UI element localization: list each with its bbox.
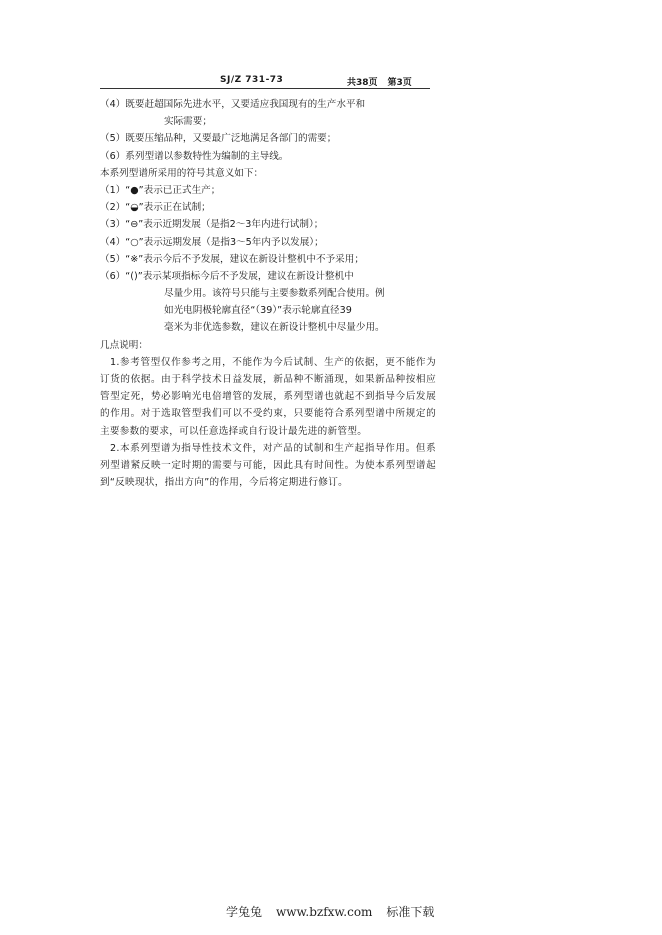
intro-item-5: （5）既要压缩品种，又要最广泛地满足各部门的需要； bbox=[100, 133, 337, 145]
symbol-item-6-cont-2: 如光电阴极轮廓直径“（39）”表示轮廓直径39 bbox=[164, 305, 352, 317]
symbol-item-4: （4）“○”表示远期发展（是指3～5年内予以发展）； bbox=[100, 236, 324, 248]
site-url: www.bzfxw.com bbox=[276, 905, 373, 919]
symbol-item-6-cont-1: 尽量少用。该符号只能与主要参数系列配合使用。例 bbox=[164, 288, 385, 300]
symbol-item-2: （2）“◒”表示正在试制； bbox=[100, 202, 211, 214]
page-header bbox=[100, 73, 430, 89]
intro-item-4: （4）既要赶超国际先进水平，又要适应我国现有的生产水平和 bbox=[100, 99, 366, 110]
standard-number: SJ/Z 731-73 bbox=[220, 75, 284, 85]
symbol-item-6: （6）“()”表示某项指标今后不予发展，建议在新设计整机中 bbox=[100, 270, 354, 282]
header-rule bbox=[100, 88, 430, 89]
intro-item-4-cont: 实际需要； bbox=[164, 116, 212, 128]
intro-item-6: （6）系列型谱以参数特性为编制的主导线。 bbox=[100, 150, 289, 162]
site-name: 学兔兔 bbox=[226, 905, 263, 919]
page-number: 第3页 bbox=[387, 78, 412, 88]
watermark-footer bbox=[226, 903, 446, 920]
note-1: 1.参考管型仅作参考之用，不能作为今后试制、生产的依据，更不能作为订货的依据。由于科学技术日益发展，新品种不断涌现，如果新品种按相应管型定死，势必影响光电倍增管的发展，系列型谱也就起不到指导今后发展的作用。对于选取管型我们可以不受约束，只要能符合系列型谱中所规定的主要参数的要求，可以任意选择或自行设计最先进的新管型。 bbox=[100, 356, 436, 437]
symbol-item-1: （1）“●”表示已正式生产； bbox=[100, 184, 221, 196]
symbol-item-3: （3）“⊖”表示近期发展（是指2～3年内进行试制）； bbox=[100, 219, 324, 231]
notes-title: 几点说明： bbox=[100, 339, 148, 351]
symbol-item-5: （5）“※”表示今后不予发展，建议在新设计整机中不予采用； bbox=[100, 253, 364, 265]
body-text bbox=[100, 96, 436, 491]
site-slogan: 标准下载 bbox=[386, 905, 435, 919]
symbol-item-6-cont-3: 毫米为非优选参数，建议在新设计整机中尽量少用。 bbox=[164, 322, 385, 334]
total-pages: 共38页 bbox=[347, 78, 378, 88]
page-count bbox=[347, 75, 412, 88]
note-2: 2.本系列型谱为指导性技术文件，对产品的试制和生产起指导作用。但系列型谱紧反映一定时期的需要与可能，因此具有时间性。为使本系列型谱起到“反映现状，指出方向”的作用，今后将定期进行修订。 bbox=[100, 442, 436, 489]
symbols-intro: 本系列型谱所采用的符号其意义如下： bbox=[100, 167, 264, 179]
